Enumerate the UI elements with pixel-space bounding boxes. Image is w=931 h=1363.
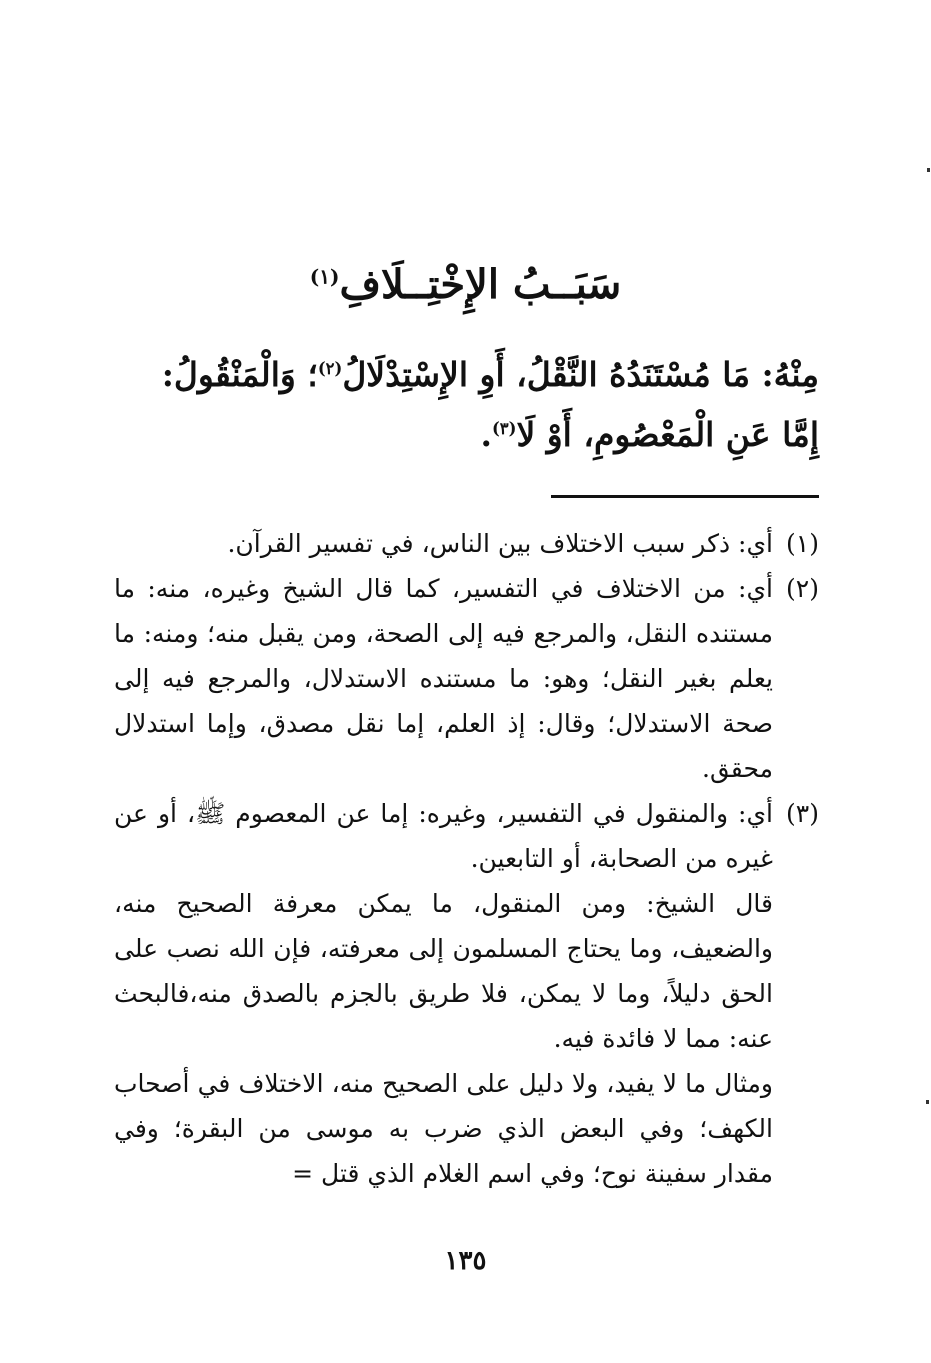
footnote-2: [114, 566, 819, 791]
footnote-paragraph: ومثال ما لا يفيد، ولا دليل على الصحيح منه، الاختلاف في أصحاب الكهف؛ وفي البعض الذي ضرب به موسى من البقرة؛ وفي مقدار سفينة نوح؛ وفي اسم الغلام الذي قتل =: [114, 1069, 773, 1188]
footnote-3: [114, 791, 819, 1196]
main-text-line-2: [114, 405, 819, 465]
main-line-1-tail: ؛ وَالْمَنْقُولُ:: [161, 355, 318, 394]
main-text: [114, 345, 819, 465]
main-line-2-tail: .: [480, 415, 492, 454]
scan-speck: [927, 168, 930, 172]
footnote-separator: [551, 495, 819, 498]
footnote-number: (٣): [786, 799, 819, 828]
footnote-number: (٢): [786, 574, 819, 603]
footnote-paragraph: قال الشيخ: ومن المنقول، ما يمكن معرفة الصحيح منه، والضعيف، وما يحتاج المسلمون إلى معرفته، فإن الله نصب على الحق دليلاً، وما لا يمكن، فلا طريق بالجزم بالصدق منه،فالبحث عنه: مما لا فائدة فيه.: [114, 889, 773, 1053]
footnote-body: [114, 791, 773, 1196]
chapter-title: [0, 255, 931, 315]
footnote-1: [114, 521, 819, 566]
page-number: ١٣٥: [444, 1246, 487, 1276]
footnotes-section: [114, 521, 819, 1196]
footnote-body: [114, 521, 773, 566]
title-footnote-mark: (١): [309, 264, 340, 289]
footnote-mark-2: (٢): [317, 359, 343, 378]
footnote-paragraph: أي: من الاختلاف في التفسير، كما قال الشيخ وغيره، منه: ما مستنده النقل، والمرجع فيه إلى الصحة، ومن يقبل منه؛ ومنه: ما يعلم بغير النقل؛ وهو: ما مستنده الاستدلال، والمرجع فيه إلى صحة الاستدلال؛ وقال: إذ العلم، إما نقل مصدق، وإما استدلال محقق.: [114, 574, 773, 783]
footnote-paragraph: أي: والمنقول في التفسير، وغيره: إما عن المعصوم ﷺ، أو عن غيره من الصحابة، أو التابعين.: [114, 799, 773, 873]
footnote-number: (١): [786, 529, 819, 558]
main-line-2-text: إِمَّا عَنِ الْمَعْصُومِ، أَوْ لَا: [516, 415, 819, 454]
footnote-mark-3: (٣): [491, 419, 517, 438]
main-text-line-1: [114, 345, 819, 405]
main-line-1-text: مِنْهُ: مَا مُسْتَنَدُهُ النَّقْلُ، أَوِ الإِسْتِدْلَالُ: [342, 355, 819, 394]
footnote-body: [114, 566, 773, 791]
scan-speck: [926, 1100, 929, 1104]
footnote-paragraph: أي: ذكر سبب الاختلاف بين الناس، في تفسير القرآن.: [227, 529, 773, 558]
chapter-title-text: سَبَــبُ الإِخْتِــلَافِ: [339, 260, 622, 308]
